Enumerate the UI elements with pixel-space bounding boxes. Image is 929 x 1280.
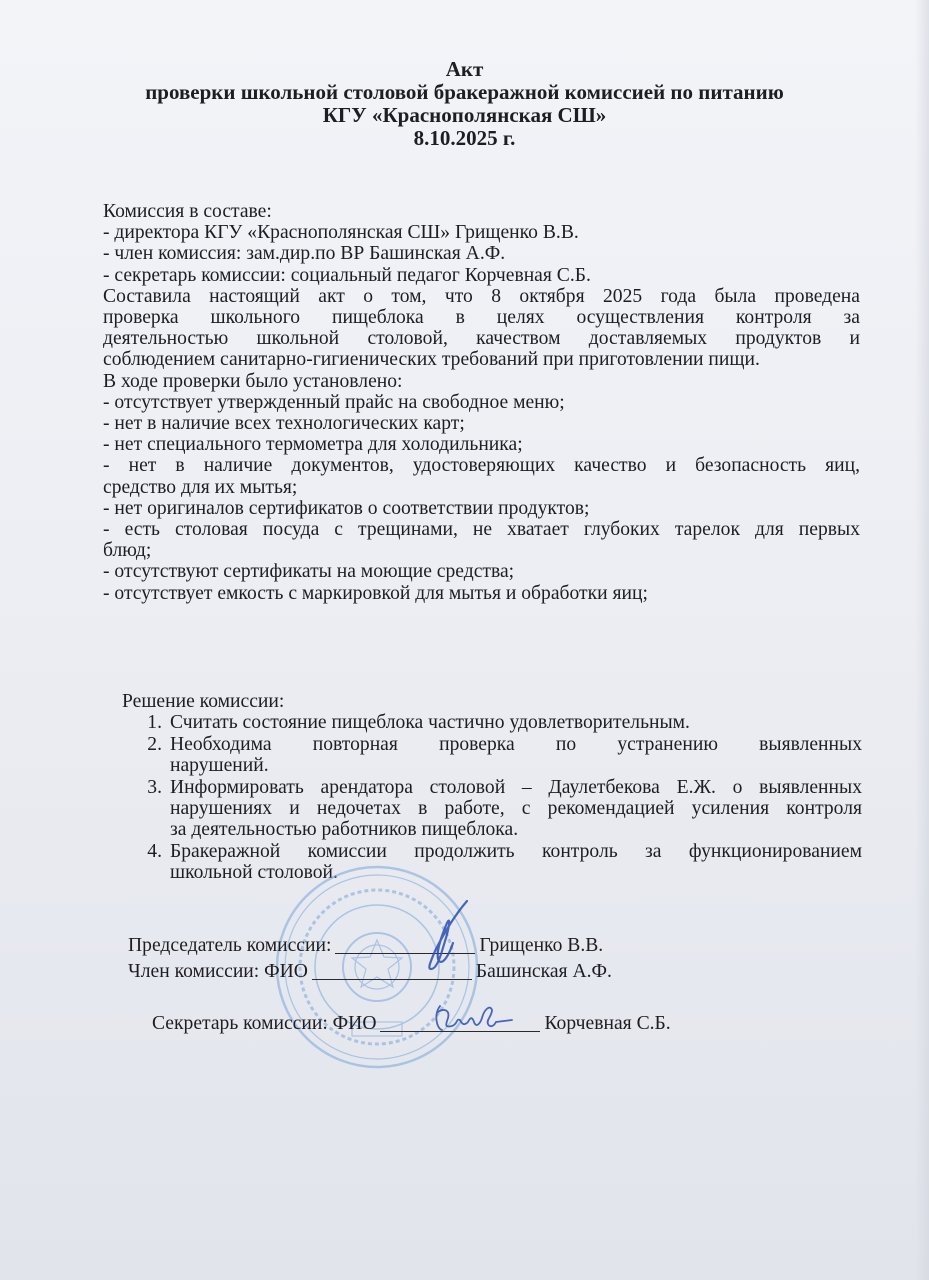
member-label: Член комиссии: ФИО	[128, 961, 308, 982]
findings-list	[103, 392, 860, 604]
finding-item: - нет специального термометра для холодильника;	[103, 434, 523, 456]
statement-paragraph	[103, 286, 860, 371]
finding-item: - нет в наличие документов, удостоверяющих качество и безопасность яиц,	[103, 455, 860, 477]
document-title: Акт	[445, 57, 484, 81]
chairman-handwritten-signature	[405, 895, 485, 975]
decision-number: 4.	[147, 840, 162, 862]
decision-item	[122, 777, 862, 841]
finding-item: - отсутствуют сертификаты на моющие средства;	[103, 561, 515, 583]
decision-number: 1.	[147, 712, 162, 734]
statement-line: Составила настоящий акт о том, что 8 октября 2025 года была проведена	[103, 285, 860, 307]
finding-item-continuation: средство для их мытья;	[103, 476, 298, 498]
decision-line: нарушений.	[170, 755, 269, 777]
decision-line: за деятельностью работников пищеблока.	[170, 819, 519, 841]
decision-line: школьной столовой.	[170, 862, 338, 884]
decision-item	[122, 734, 862, 777]
member-signature-row	[128, 961, 612, 983]
decision-line: Считать состояние пищеблока частично удовлетворительным.	[170, 712, 690, 734]
decision-line: Бракеражной комиссии продолжить контроль за функционированием	[170, 840, 862, 862]
chairman-signature-row	[128, 935, 603, 957]
decision-item	[122, 712, 862, 733]
decision-item	[122, 841, 862, 884]
decision-number: 2.	[147, 733, 162, 755]
decision-line: Информировать арендатора столовой – Даулетбекова Е.Ж. о выявленных	[170, 776, 862, 798]
statement-line: соблюдением санитарно-гигиенических требований при приготовлении пищи.	[103, 349, 760, 371]
secretary-signature-row	[152, 1013, 671, 1035]
decision-heading: Решение комиссии:	[122, 691, 285, 712]
finding-item-continuation: блюд;	[103, 540, 152, 562]
decision-line: нарушениях и недочетах в работе, с рекомендацией усиления контроля	[170, 798, 862, 820]
finding-item: - нет оригиналов сертификатов о соответствии продуктов;	[103, 497, 590, 519]
commission-member: - директора КГУ «Краснополянская СШ» Грищенко В.В.	[103, 222, 579, 244]
commission-member: - член комиссия: зам.дир.по ВР Башинская А.Ф.	[103, 243, 506, 265]
finding-item: - есть столовая посуда с трещинами, не хватает глубоких тарелок для первых	[103, 519, 860, 541]
chairman-label: Председатель комиссии:	[128, 935, 332, 956]
finding-item: - отсутствует емкость с маркировкой для мытья и обработки яиц;	[103, 582, 648, 604]
member-name: Башинская А.Ф.	[475, 961, 612, 982]
document-header	[0, 58, 929, 150]
secretary-label: Секретарь комиссии: ФИО	[152, 1013, 377, 1034]
decision-number: 3.	[147, 776, 162, 798]
paper-edge-shadow	[915, 0, 929, 1280]
findings-heading: В ходе проверки было установлено:	[103, 370, 403, 392]
chairman-name: Грищенко В.В.	[479, 935, 604, 956]
commission-member: - секретарь комиссии: социальный педагог Корчевная С.Б.	[103, 264, 591, 286]
document-subtitle: проверки школьной столовой бракеражной комиссией по питанию	[145, 80, 784, 104]
statement-line: проверка школьного пищеблока в целях осуществления контроля за	[103, 307, 860, 329]
decision-line: Необходима повторная проверка по устранению выявленных	[170, 733, 862, 755]
commission-heading: Комиссия в составе:	[103, 201, 272, 222]
decision-section	[122, 691, 862, 884]
organization-name: КГУ «Краснополянская СШ»	[322, 103, 607, 127]
secretary-name: Корчевная С.Б.	[544, 1013, 671, 1034]
finding-item: - нет в наличие всех технологических карт;	[103, 413, 465, 435]
statement-line: деятельностью школьной столовой, качеством доставляемых продуктов и	[103, 328, 860, 350]
secretary-handwritten-signature	[430, 1000, 520, 1036]
document-date: 8.10.2025 г.	[413, 126, 516, 150]
document-body	[103, 201, 860, 604]
finding-item: - отсутствует утвержденный прайс на свободное меню;	[103, 391, 565, 413]
